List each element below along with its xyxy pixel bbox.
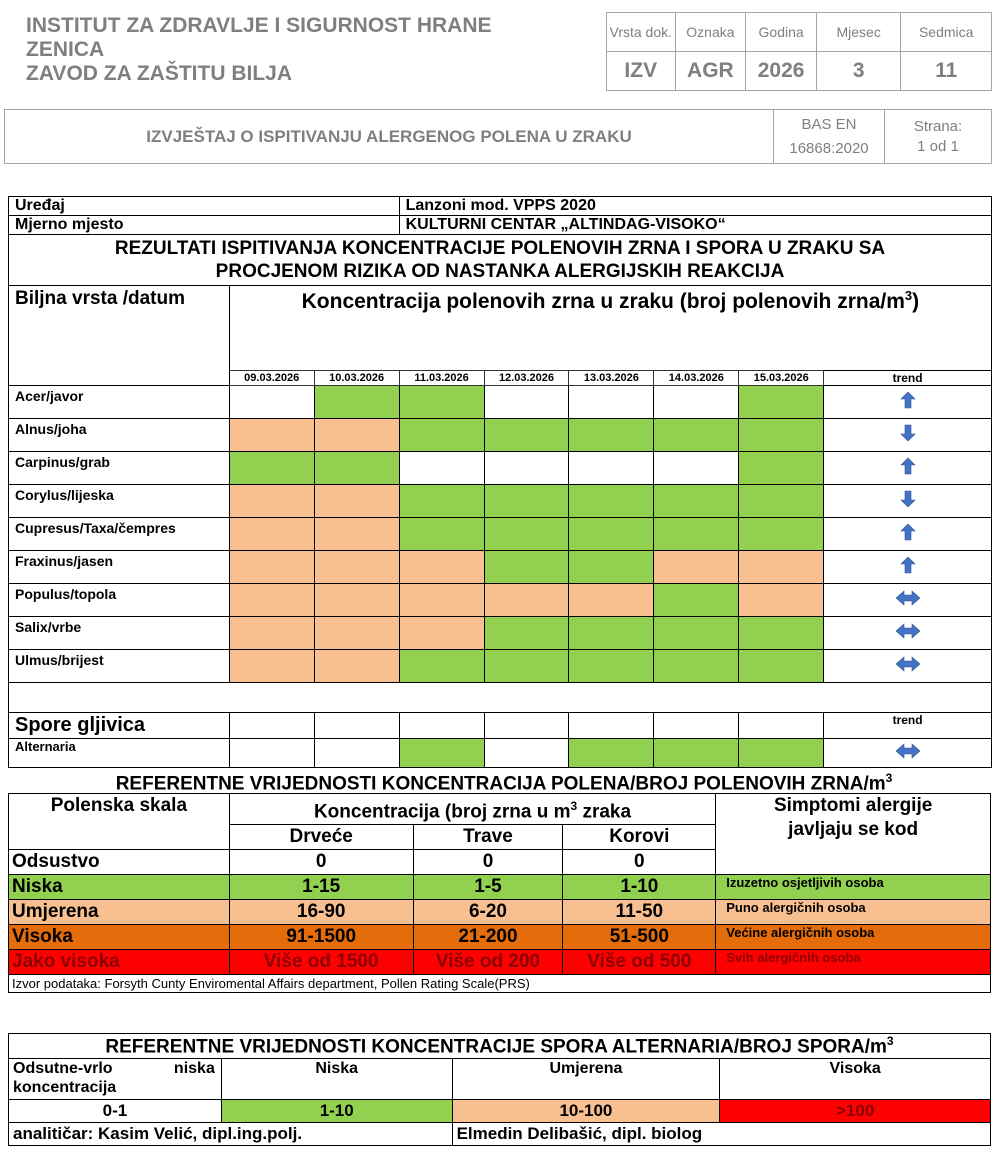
trend-cell xyxy=(824,386,992,419)
concentration-cell-low xyxy=(654,419,739,452)
location-value: KULTURNI CENTAR „ALTINDAG-VISOKO“ xyxy=(399,216,991,235)
species-name: Ulmus/brijest xyxy=(9,650,230,683)
concentration-cell-low xyxy=(739,386,824,419)
trend-cell xyxy=(824,551,992,584)
meta-label-doc-type: Vrsta dok. xyxy=(607,13,676,52)
concentration-cell-none xyxy=(314,739,399,768)
reference-row-very-high xyxy=(9,950,991,975)
concentration-cell-moderate xyxy=(229,485,314,518)
date-header: 15.03.2026 xyxy=(739,371,824,386)
plant-row xyxy=(9,617,992,650)
concentration-cell-none xyxy=(229,386,314,419)
arrow-left-right-icon xyxy=(895,627,921,644)
spore-reference-title-sup: 3 xyxy=(886,1034,894,1048)
grass-value: 1-5 xyxy=(413,875,563,900)
concentration-cell-low xyxy=(399,419,484,452)
col-symptoms xyxy=(716,794,991,875)
trend-cell xyxy=(824,485,992,518)
trend-cell xyxy=(824,419,992,452)
value-low: 1-10 xyxy=(221,1100,452,1123)
concentration-cell-low xyxy=(569,739,654,768)
standard-line-1: BAS EN xyxy=(801,115,857,133)
concentration-cell-none xyxy=(484,452,569,485)
arrow-left-right-icon xyxy=(895,594,921,611)
plant-row xyxy=(9,485,992,518)
trees-value: Više od 1500 xyxy=(229,950,413,975)
reference-row-moderate xyxy=(9,900,991,925)
concentration-cell-none xyxy=(399,452,484,485)
value-moderate: 10-100 xyxy=(452,1100,720,1123)
reference-row-low xyxy=(9,875,991,900)
concentration-cell-moderate xyxy=(314,650,399,683)
concentration-cell-low xyxy=(399,386,484,419)
concentration-cell-low xyxy=(654,617,739,650)
level-name: Umjerena xyxy=(9,900,230,925)
symptoms-value: Većine alergičnih osoba xyxy=(716,925,991,950)
grass-value: Više od 200 xyxy=(413,950,563,975)
trend-cell xyxy=(824,584,992,617)
location-label: Mjerno mjesto xyxy=(9,216,400,235)
col-trees: Drveće xyxy=(229,825,413,850)
trend-header: trend xyxy=(824,371,992,386)
col-concentration-end: zraka xyxy=(577,801,632,823)
concentration-cell-low xyxy=(484,419,569,452)
level-name: Visoka xyxy=(9,925,230,950)
species-name: Salix/vrbe xyxy=(9,617,230,650)
trees-value: 16-90 xyxy=(229,900,413,925)
plant-row xyxy=(9,584,992,617)
concentration-cell-low xyxy=(739,617,824,650)
col-low: Niska xyxy=(221,1059,452,1100)
data-source-note: Izvor podataka: Forsyth Cunty Enviromental Affairs department, Pollen Rating Scale(PRS) xyxy=(9,975,991,993)
col-grass: Trave xyxy=(413,825,563,850)
spore-reference-title-text: REFERENTNE VRIJEDNOSTI KONCENTRACIJE SPORA ALTERNARIA/BROJ SPORA/m xyxy=(105,1036,887,1058)
concentration-cell-moderate xyxy=(399,617,484,650)
standard-line-2: 16868:2020 xyxy=(789,139,869,157)
spore-reference-title xyxy=(9,1034,991,1059)
date-header: 10.03.2026 xyxy=(314,371,399,386)
date-header: 14.03.2026 xyxy=(654,371,739,386)
plant-row xyxy=(9,650,992,683)
level-name: Jako visoka xyxy=(9,950,230,975)
trend-cell xyxy=(824,650,992,683)
species-name: Cupresus/Taxa/čempres xyxy=(9,518,230,551)
symptoms-value: Svih alergičnih osoba xyxy=(716,950,991,975)
trend-cell xyxy=(824,617,992,650)
meta-value-week: 11 xyxy=(901,52,992,91)
weeds-value: 11-50 xyxy=(563,900,716,925)
value-absent: 0-1 xyxy=(9,1100,222,1123)
page-label: Strana: xyxy=(913,117,963,135)
col-symptoms-line-2: javljaju se kod xyxy=(788,819,919,840)
page-value: 1 od 1 xyxy=(917,137,959,155)
col-weeds: Korovi xyxy=(563,825,716,850)
species-name: Alternaria xyxy=(9,739,230,768)
col-absent: Odsutne-vrlo niska koncentracija xyxy=(9,1059,222,1100)
concentration-cell-low xyxy=(654,584,739,617)
concentration-cell-none xyxy=(569,386,654,419)
spore-row xyxy=(9,739,992,768)
meta-value-month: 3 xyxy=(816,52,900,91)
concentration-cell-moderate xyxy=(229,518,314,551)
meta-value-doc-type: IZV xyxy=(607,52,676,91)
concentration-cell-low xyxy=(399,650,484,683)
trend-cell xyxy=(824,452,992,485)
concentration-cell-low xyxy=(399,518,484,551)
arrow-up-icon xyxy=(899,528,917,545)
concentration-cell-none xyxy=(229,739,314,768)
concentration-cell-none xyxy=(484,739,569,768)
concentration-cell-none xyxy=(484,386,569,419)
date-header: 09.03.2026 xyxy=(229,371,314,386)
species-name: Populus/topola xyxy=(9,584,230,617)
spore-trend-header: trend xyxy=(824,713,992,739)
report-title: IZVJEŠTAJ O ISPITIVANJU ALERGENOG POLENA U ZRAKU xyxy=(5,110,774,164)
concentration-cell-low xyxy=(654,650,739,683)
level-name: Niska xyxy=(9,875,230,900)
concentration-cell-moderate xyxy=(399,551,484,584)
col-concentration xyxy=(229,794,715,825)
concentration-cell-low xyxy=(399,485,484,518)
device-value: Lanzoni mod. VPPS 2020 xyxy=(399,197,991,216)
trend-cell xyxy=(824,518,992,551)
arrow-down-icon xyxy=(899,429,917,446)
concentration-cell-moderate xyxy=(399,584,484,617)
concentration-cell-moderate xyxy=(229,650,314,683)
analyst-1: analitičar: Kasim Velić, dipl.ing.polj. xyxy=(9,1123,453,1146)
concentration-cell-moderate xyxy=(229,419,314,452)
meta-label-week: Sedmica xyxy=(901,13,992,52)
col-symptoms-line-1: Simptomi alergije xyxy=(773,795,933,816)
weeds-value: Više od 500 xyxy=(563,950,716,975)
meta-value-year: 2026 xyxy=(746,52,817,91)
concentration-cell-moderate xyxy=(229,584,314,617)
arrow-up-icon xyxy=(899,396,917,413)
concentration-cell-low xyxy=(484,485,569,518)
report-title-box xyxy=(4,109,992,164)
spore-header-blank xyxy=(484,713,569,739)
spore-header-blank xyxy=(569,713,654,739)
concentration-cell-moderate xyxy=(484,584,569,617)
institution-name xyxy=(26,14,492,86)
grass-value: 6-20 xyxy=(413,900,563,925)
institution-line-3: ZAVOD ZA ZAŠTITU BILJA xyxy=(26,62,292,85)
concentration-cell-low xyxy=(654,518,739,551)
concentration-cell-low xyxy=(314,452,399,485)
concentration-cell-low xyxy=(484,551,569,584)
weeds-value: 1-10 xyxy=(563,875,716,900)
concentration-cell-low xyxy=(569,419,654,452)
results-heading-line-2: PROCJENOM RIZIKA OD NASTANKA ALERGIJSKIH REAKCIJA xyxy=(215,261,785,282)
concentration-cell-moderate xyxy=(314,617,399,650)
concentration-cell-low xyxy=(569,485,654,518)
concentration-cell-low xyxy=(739,739,824,768)
concentration-cell-moderate xyxy=(314,485,399,518)
concentration-cell-moderate xyxy=(314,551,399,584)
trees-value: 1-15 xyxy=(229,875,413,900)
spore-header-blank xyxy=(399,713,484,739)
results-heading-line-1: REZULTATI ISPITIVANJA KONCENTRACIJE POLENOVIH ZRNA I SPORA U ZRAKU SA xyxy=(114,238,886,259)
concentration-header-text: Koncentracija polenovih zrna u zraku (broj polenovih zrna/m xyxy=(301,290,905,313)
concentration-cell-low xyxy=(739,485,824,518)
col-concentration-sup: 3 xyxy=(570,799,578,813)
spore-reference-table xyxy=(8,1033,991,1146)
concentration-cell-moderate xyxy=(314,584,399,617)
trend-cell xyxy=(824,739,992,768)
date-header: 13.03.2026 xyxy=(569,371,654,386)
date-header: 12.03.2026 xyxy=(484,371,569,386)
concentration-cell-moderate xyxy=(739,584,824,617)
plant-row xyxy=(9,551,992,584)
grass-value: 0 xyxy=(413,850,563,875)
col-high: Visoka xyxy=(720,1059,991,1100)
pollen-reference-title-text: REFERENTNE VRIJEDNOSTI KONCENTRACIJA POLENA/BROJ POLENOVIH ZRNA/m xyxy=(115,773,886,795)
concentration-cell-none xyxy=(654,452,739,485)
species-date-header: Biljna vrsta /datum xyxy=(9,286,230,386)
weeds-value: 0 xyxy=(563,850,716,875)
concentration-cell-moderate xyxy=(314,518,399,551)
concentration-cell-none xyxy=(569,452,654,485)
concentration-cell-low xyxy=(484,518,569,551)
concentration-cell-low xyxy=(484,650,569,683)
institution-line-1: INSTITUT ZA ZDRAVLJE I SIGURNOST HRANE xyxy=(26,14,492,37)
pollen-reference-title xyxy=(12,771,996,795)
concentration-cell-none xyxy=(654,386,739,419)
species-name: Fraxinus/jasen xyxy=(9,551,230,584)
concentration-cell-low xyxy=(314,386,399,419)
concentration-cell-low xyxy=(229,452,314,485)
plant-row xyxy=(9,452,992,485)
trees-value: 91-1500 xyxy=(229,925,413,950)
arrow-left-right-icon xyxy=(895,747,921,764)
date-header: 11.03.2026 xyxy=(399,371,484,386)
concentration-cell-low xyxy=(569,617,654,650)
meta-label-code: Oznaka xyxy=(675,13,746,52)
spore-header: Spore gljivica xyxy=(9,713,230,739)
spore-header-blank xyxy=(229,713,314,739)
trees-value: 0 xyxy=(229,850,413,875)
pollen-results-table xyxy=(8,196,992,768)
meta-label-month: Mjesec xyxy=(816,13,900,52)
device-label: Uređaj xyxy=(9,197,400,216)
pollen-reference-title-sup: 3 xyxy=(885,771,893,785)
arrow-up-icon xyxy=(899,462,917,479)
plant-row xyxy=(9,386,992,419)
concentration-cell-low xyxy=(569,518,654,551)
concentration-cell-moderate xyxy=(229,551,314,584)
concentration-cell-moderate xyxy=(569,584,654,617)
meta-value-code: AGR xyxy=(675,52,746,91)
grass-value: 21-200 xyxy=(413,925,563,950)
col-pollen-scale: Polenska skala xyxy=(9,794,230,850)
plant-row xyxy=(9,419,992,452)
results-heading xyxy=(9,235,992,286)
species-name: Carpinus/grab xyxy=(9,452,230,485)
concentration-header-close: ) xyxy=(912,290,920,313)
concentration-cell-low xyxy=(569,650,654,683)
institution-line-2: ZENICA xyxy=(26,38,105,61)
value-high: >100 xyxy=(720,1100,991,1123)
concentration-header-sup: 3 xyxy=(904,288,913,303)
spacer-row xyxy=(9,683,992,713)
symptoms-value: Puno alergičnih osoba xyxy=(716,900,991,925)
symptoms-value: Izuzetno osjetljivih osoba xyxy=(716,875,991,900)
spore-header-blank xyxy=(314,713,399,739)
concentration-cell-moderate xyxy=(739,551,824,584)
concentration-cell-low xyxy=(399,739,484,768)
concentration-header xyxy=(229,286,991,371)
concentration-cell-moderate xyxy=(314,419,399,452)
meta-label-year: Godina xyxy=(746,13,817,52)
species-name: Alnus/joha xyxy=(9,419,230,452)
concentration-cell-low xyxy=(484,617,569,650)
analyst-2: Elmedin Delibašić, dipl. biolog xyxy=(452,1123,990,1146)
concentration-cell-low xyxy=(739,452,824,485)
plant-row xyxy=(9,518,992,551)
spore-header-blank xyxy=(654,713,739,739)
concentration-cell-low xyxy=(739,419,824,452)
col-moderate: Umjerena xyxy=(452,1059,720,1100)
document-meta-table xyxy=(606,12,992,91)
reference-row-high xyxy=(9,925,991,950)
species-name: Acer/javor xyxy=(9,386,230,419)
standard-reference xyxy=(774,110,885,164)
arrow-down-icon xyxy=(899,495,917,512)
concentration-cell-low xyxy=(569,551,654,584)
species-name: Corylus/lijeska xyxy=(9,485,230,518)
weeds-value: 51-500 xyxy=(563,925,716,950)
concentration-cell-moderate xyxy=(229,617,314,650)
concentration-cell-moderate xyxy=(654,551,739,584)
page-indicator xyxy=(885,110,992,164)
concentration-cell-low xyxy=(654,485,739,518)
pollen-reference-table xyxy=(8,793,991,993)
col-concentration-text: Koncentracija (broj zrna u m xyxy=(313,801,571,823)
concentration-cell-low xyxy=(739,518,824,551)
level-name: Odsustvo xyxy=(9,850,230,875)
arrow-left-right-icon xyxy=(895,660,921,677)
spore-header-blank xyxy=(739,713,824,739)
concentration-cell-low xyxy=(739,650,824,683)
arrow-up-icon xyxy=(899,561,917,578)
concentration-cell-low xyxy=(654,739,739,768)
